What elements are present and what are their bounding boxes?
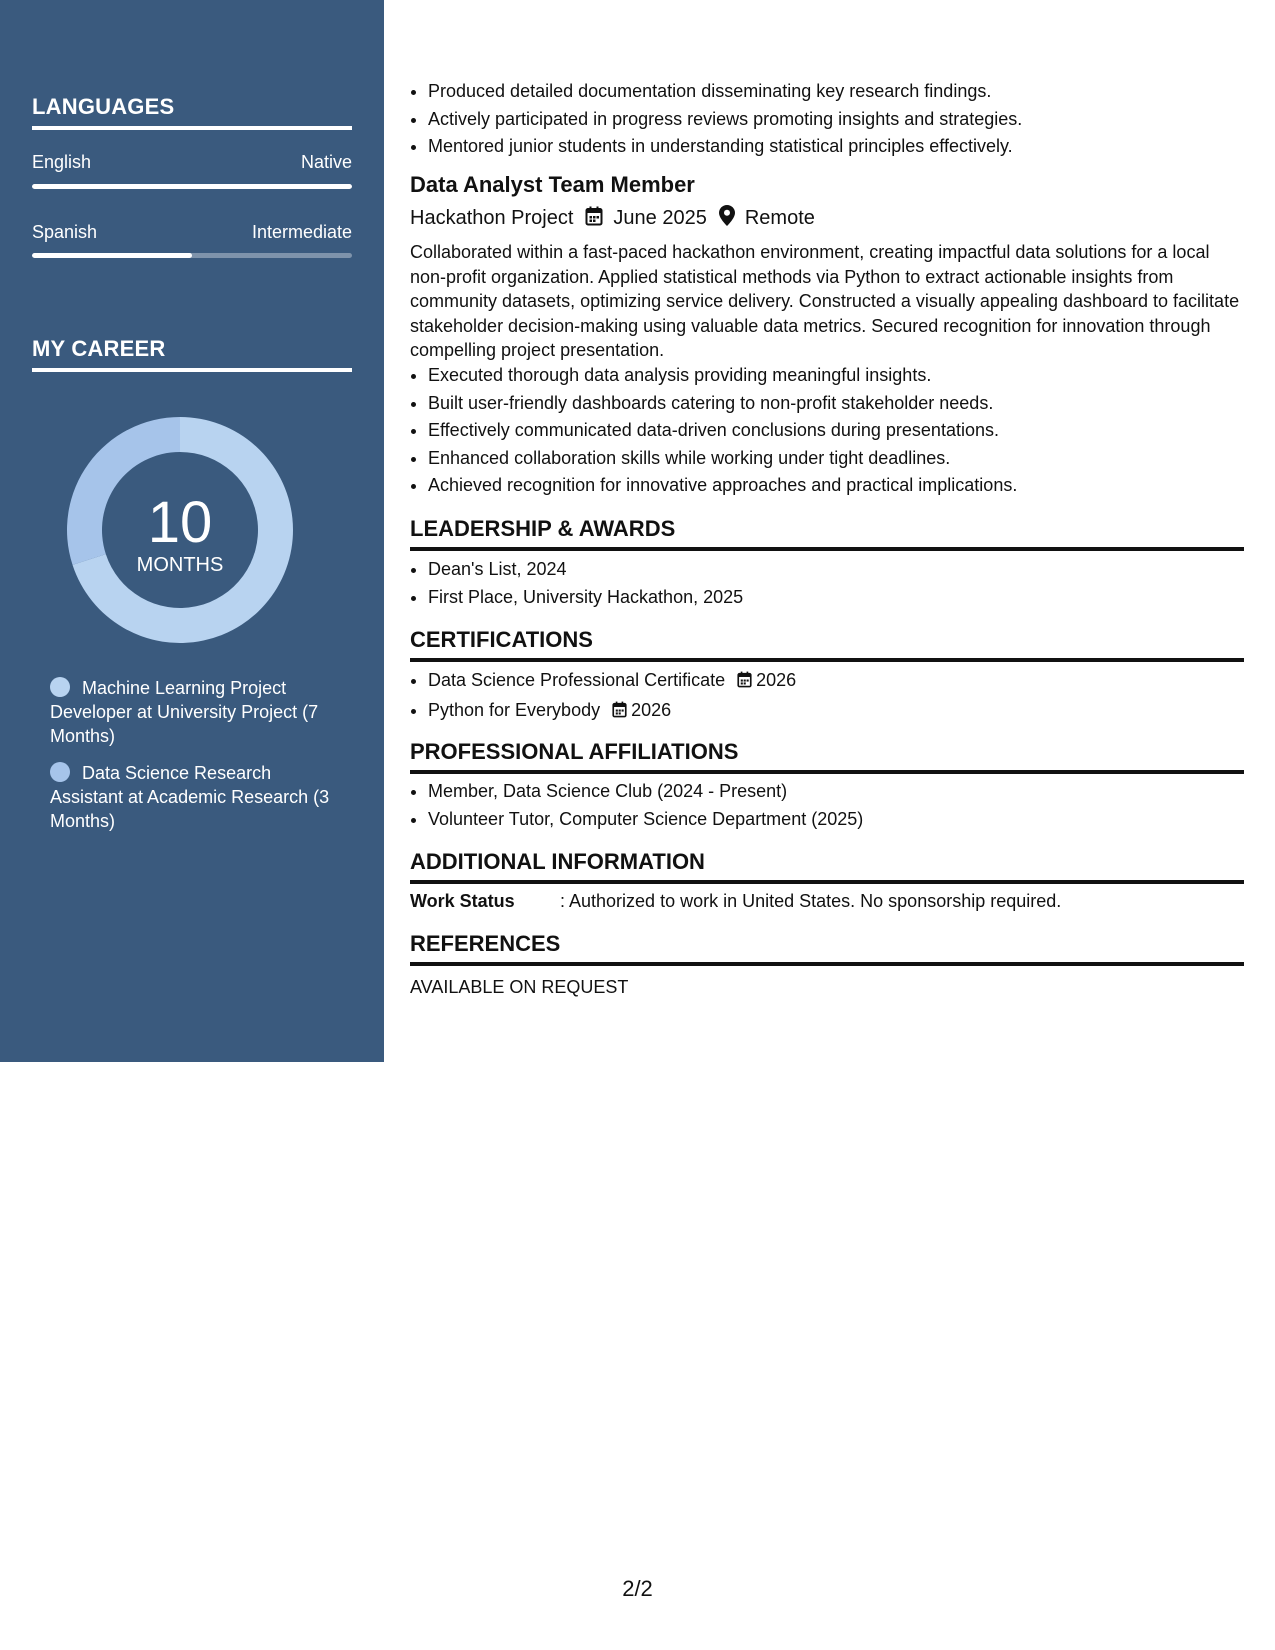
cert-name: Data Science Professional Certificate <box>428 670 726 690</box>
job-company: Hackathon Project <box>410 207 574 229</box>
career-item <box>50 761 340 833</box>
additional-info-heading: ADDITIONAL INFORMATION <box>410 849 1244 884</box>
cert-year: 2026 <box>631 699 672 720</box>
career-item-text: Machine Learning Project Developer at University Project (7 Months) <box>50 678 319 746</box>
cert-name: Python for Everybody <box>428 699 601 720</box>
language-name: English <box>32 152 92 172</box>
certifications-list <box>410 667 1262 726</box>
calendar-icon <box>737 669 752 697</box>
language-row-spanish <box>32 222 352 243</box>
sidebar <box>0 0 384 1062</box>
career-total-unit: MONTHS <box>136 553 224 576</box>
language-level: Native <box>300 152 352 172</box>
list-item: • Volunteer Tutor, Computer Science Department (2025) <box>428 806 1262 834</box>
cert-year: 2026 <box>756 670 797 690</box>
career-item-text: Data Science Research Assistant at Academic Research (3 Months) <box>50 763 330 831</box>
language-bar-fill <box>32 253 192 258</box>
calendar-icon <box>612 699 627 727</box>
work-status-label: Work Status <box>410 891 515 911</box>
legend-dot-icon <box>50 762 70 782</box>
list-item: • First Place, University Hackathon, 2025 <box>428 584 1262 612</box>
list-item <box>428 697 1262 727</box>
list-item: • Produced detailed documentation disseminating key research findings. <box>428 78 1262 106</box>
job-description: Collaborated within a fast-paced hackathon environment, creating impactful data solutions for a local non-profit organization. Applied statistical methods via Python to extract actionable insights from community datasets, optimizing service delivery. Constructed a visually appealing dashboard to facilitate stakeholder decision-making using valuable data metrics. Secured recognition for innovation through compelling project presentation. <box>410 242 1240 360</box>
list-item: • Executed thorough data analysis providing meaningful insights. <box>428 362 1262 390</box>
location-pin-icon <box>719 205 735 232</box>
list-item: • Achieved recognition for innovative approaches and practical implications. <box>428 472 1262 500</box>
calendar-icon <box>585 206 603 232</box>
affiliations-list <box>410 778 1262 833</box>
language-bar-spanish <box>32 253 352 258</box>
donut-center <box>66 416 294 644</box>
references-text: AVAILABLE ON REQUEST <box>410 977 629 997</box>
references-heading: REFERENCES <box>410 931 1244 966</box>
list-item: • Member, Data Science Club (2024 - Present) <box>428 778 1262 806</box>
career-total-number: 10 <box>147 489 213 555</box>
previous-job-bullets <box>410 78 1262 161</box>
work-status-value: : Authorized to work in United States. No sponsorship required. <box>560 891 1062 911</box>
list-item: • Enhanced collaboration skills while working under tight deadlines. <box>428 445 1262 473</box>
language-level: Intermediate <box>251 222 352 242</box>
language-bar-english <box>32 184 352 189</box>
affiliations-heading: PROFESSIONAL AFFILIATIONS <box>410 739 1244 774</box>
languages-heading: LANGUAGES <box>32 94 352 130</box>
work-status-row <box>410 891 1244 912</box>
list-item: • Dean's List, 2024 <box>428 556 1262 584</box>
job-location: Remote <box>744 207 815 229</box>
list-item: • Actively participated in progress reviews promoting insights and strategies. <box>428 106 1262 134</box>
language-bar-fill <box>32 184 352 189</box>
legend-dot-icon <box>50 677 70 697</box>
career-heading: MY CAREER <box>32 336 352 372</box>
list-item: • Effectively communicated data-driven conclusions during presentations. <box>428 417 1262 445</box>
language-name: Spanish <box>32 222 98 242</box>
language-row-english <box>32 152 352 173</box>
leadership-heading: LEADERSHIP & AWARDS <box>410 516 1244 551</box>
job-bullets <box>410 362 1262 500</box>
page-number: 2/2 <box>622 1576 653 1601</box>
leadership-list <box>410 556 1262 611</box>
list-item: • Built user-friendly dashboards catering to non-profit stakeholder needs. <box>428 390 1262 418</box>
job-date: June 2025 <box>613 207 707 229</box>
list-item <box>428 667 1262 697</box>
job-meta <box>410 205 815 232</box>
job-title: Data Analyst Team Member <box>410 172 695 197</box>
career-item <box>50 676 340 748</box>
career-donut-chart <box>66 416 294 644</box>
certifications-heading: CERTIFICATIONS <box>410 627 1244 662</box>
career-list <box>50 676 340 846</box>
list-item: • Mentored junior students in understanding statistical principles effectively. <box>428 133 1262 161</box>
